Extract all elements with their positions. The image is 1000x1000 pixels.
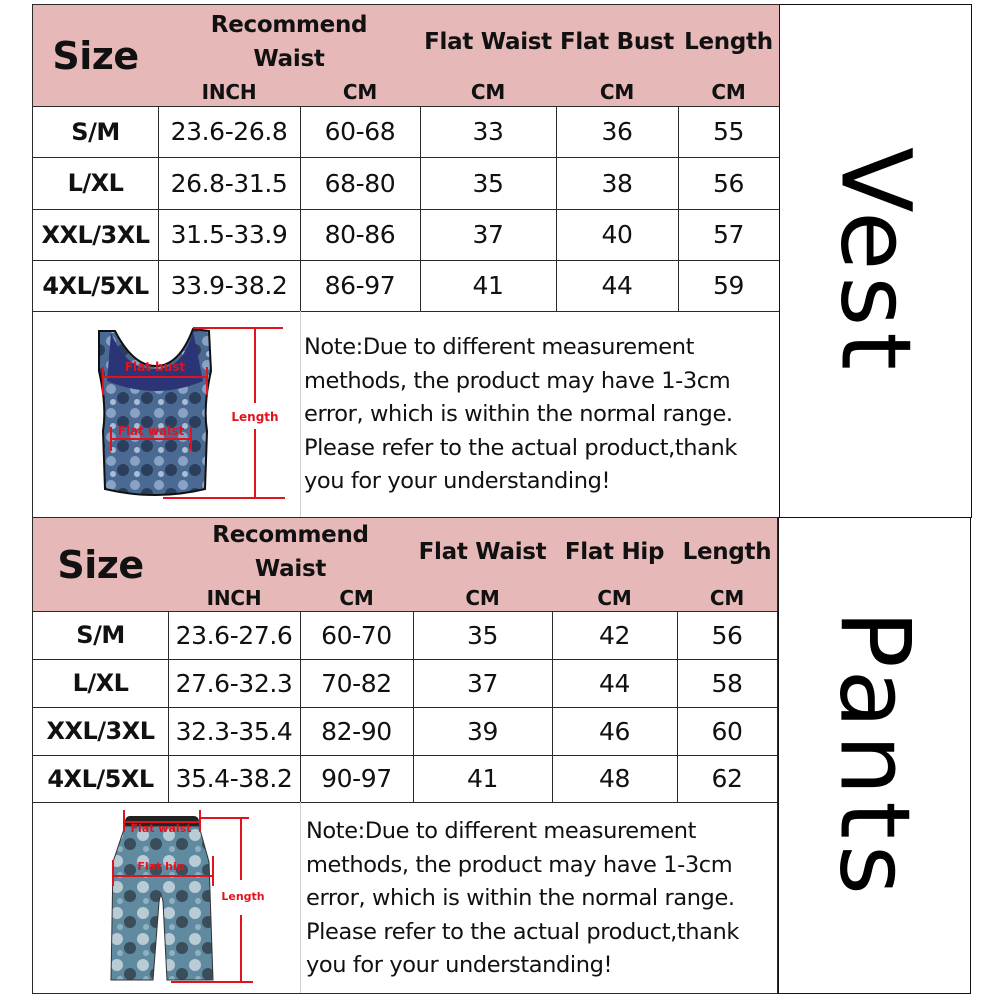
header-size: [33, 518, 169, 612]
header-recommend-label: Recommend: [212, 521, 369, 548]
header-size-label: Size: [52, 33, 139, 78]
flat-waist-cell: 37: [420, 209, 557, 261]
vest-label: Vest: [819, 146, 932, 376]
unit-cm: CM: [300, 585, 414, 612]
pants-diagram-icon: [33, 802, 301, 994]
header-recommend-label: Recommend: [210, 11, 368, 38]
waist-cm-cell: 70-82: [300, 659, 414, 708]
unit-cm: CM: [678, 78, 780, 107]
header-length: [677, 518, 778, 586]
flat-hip-cell: 46: [552, 707, 678, 756]
unit-cm: CM: [420, 78, 557, 107]
size-cell: S/M: [33, 106, 159, 158]
svg-text:Flat hip: Flat hip: [137, 860, 185, 873]
flat-hip-cell: 42: [552, 611, 678, 660]
waist-cm-cell: 90-97: [300, 755, 414, 803]
pants-section-label: [778, 517, 971, 994]
header-flat-waist-label: Flat Waist: [424, 28, 552, 55]
flat-waist-cell: 37: [413, 659, 553, 708]
header-flat-waist: [413, 518, 553, 586]
header-recommend-waist: [168, 518, 414, 586]
length-cell: 59: [678, 260, 780, 312]
size-cell: 4XL/5XL: [33, 755, 169, 803]
pants-label: Pants: [818, 610, 931, 901]
size-cell: L/XL: [33, 659, 169, 708]
header-size-label: Size: [57, 542, 144, 587]
size-cell: L/XL: [33, 157, 159, 210]
waist-inch-cell: 23.6-27.6: [168, 611, 301, 660]
length-cell: 57: [678, 209, 780, 261]
waist-cm-cell: 82-90: [300, 707, 414, 756]
svg-text:Length: Length: [221, 890, 265, 903]
pants-note-cell: [300, 802, 778, 994]
size-cell: S/M: [33, 611, 169, 660]
vest-section-label: [779, 4, 972, 518]
header-flat-hip-label: Flat Hip: [564, 538, 665, 565]
pants-illustration-cell: [33, 802, 301, 994]
header-waist-label: Waist: [254, 555, 327, 582]
waist-inch-cell: 27.6-32.3: [168, 659, 301, 708]
flat-bust-cell: 40: [556, 209, 679, 261]
header-size: [33, 5, 159, 107]
length-cell: 58: [677, 659, 778, 708]
header-waist-label: Waist: [253, 45, 325, 72]
vest-diagram-icon: [33, 311, 301, 518]
pants-note-text: Note:Due to different measurement methods, the product may have 1-3cm error, which is within the normal range. Please refer to the actual product,thank you for your understanding!: [306, 818, 740, 978]
svg-text:Length: Length: [231, 410, 279, 424]
waist-inch-cell: 31.5-33.9: [158, 209, 301, 261]
vest-illustration-cell: [33, 311, 301, 518]
header-flat-waist: [420, 5, 557, 79]
length-cell: 56: [677, 611, 778, 660]
waist-cm-cell: 60-70: [300, 611, 414, 660]
length-cell: 60: [677, 707, 778, 756]
flat-bust-cell: 38: [556, 157, 679, 210]
waist-cm-cell: 86-97: [300, 260, 421, 312]
vest-note-cell: [300, 311, 780, 518]
flat-waist-cell: 41: [413, 755, 553, 803]
length-cell: 56: [678, 157, 780, 210]
unit-cm: CM: [300, 78, 421, 107]
size-cell: XXL/3XL: [33, 707, 169, 756]
unit-cm: CM: [677, 585, 778, 612]
flat-bust-cell: 44: [556, 260, 679, 312]
flat-waist-cell: 33: [420, 106, 557, 158]
unit-inch: INCH: [168, 585, 301, 612]
flat-waist-cell: 35: [420, 157, 557, 210]
svg-text:Flat bust: Flat bust: [124, 360, 186, 374]
header-length-label: Length: [684, 28, 773, 55]
waist-inch-cell: 32.3-35.4: [168, 707, 301, 756]
header-length-label: Length: [682, 538, 772, 565]
flat-waist-cell: 41: [420, 260, 557, 312]
header-flat-hip: [552, 518, 678, 586]
waist-cm-cell: 68-80: [300, 157, 421, 210]
flat-hip-cell: 44: [552, 659, 678, 708]
waist-cm-cell: 80-86: [300, 209, 421, 261]
length-cell: 62: [677, 755, 778, 803]
flat-hip-cell: 48: [552, 755, 678, 803]
svg-text:Flat waist: Flat waist: [117, 424, 185, 438]
unit-inch: INCH: [158, 78, 301, 107]
vest-note-text: Note:Due to different measurement methods, the product may have 1-3cm error, which is within the normal range. Please refer to the actual product,thank you for your understanding!: [304, 334, 738, 494]
waist-inch-cell: 35.4-38.2: [168, 755, 301, 803]
header-flat-bust: [556, 5, 679, 79]
flat-waist-cell: 39: [413, 707, 553, 756]
svg-text:Flat waist: Flat waist: [130, 822, 192, 835]
flat-waist-cell: 35: [413, 611, 553, 660]
waist-inch-cell: 23.6-26.8: [158, 106, 301, 158]
header-recommend-waist: [158, 5, 421, 79]
waist-inch-cell: 33.9-38.2: [158, 260, 301, 312]
unit-cm: CM: [556, 78, 679, 107]
header-flat-waist-label: Flat Waist: [418, 538, 547, 565]
size-cell: 4XL/5XL: [33, 260, 159, 312]
length-cell: 55: [678, 106, 780, 158]
flat-bust-cell: 36: [556, 106, 679, 158]
header-length: [678, 5, 780, 79]
unit-cm: CM: [552, 585, 678, 612]
waist-inch-cell: 26.8-31.5: [158, 157, 301, 210]
unit-cm: CM: [413, 585, 553, 612]
header-flat-bust-label: Flat Bust: [559, 28, 674, 55]
waist-cm-cell: 60-68: [300, 106, 421, 158]
size-cell: XXL/3XL: [33, 209, 159, 261]
